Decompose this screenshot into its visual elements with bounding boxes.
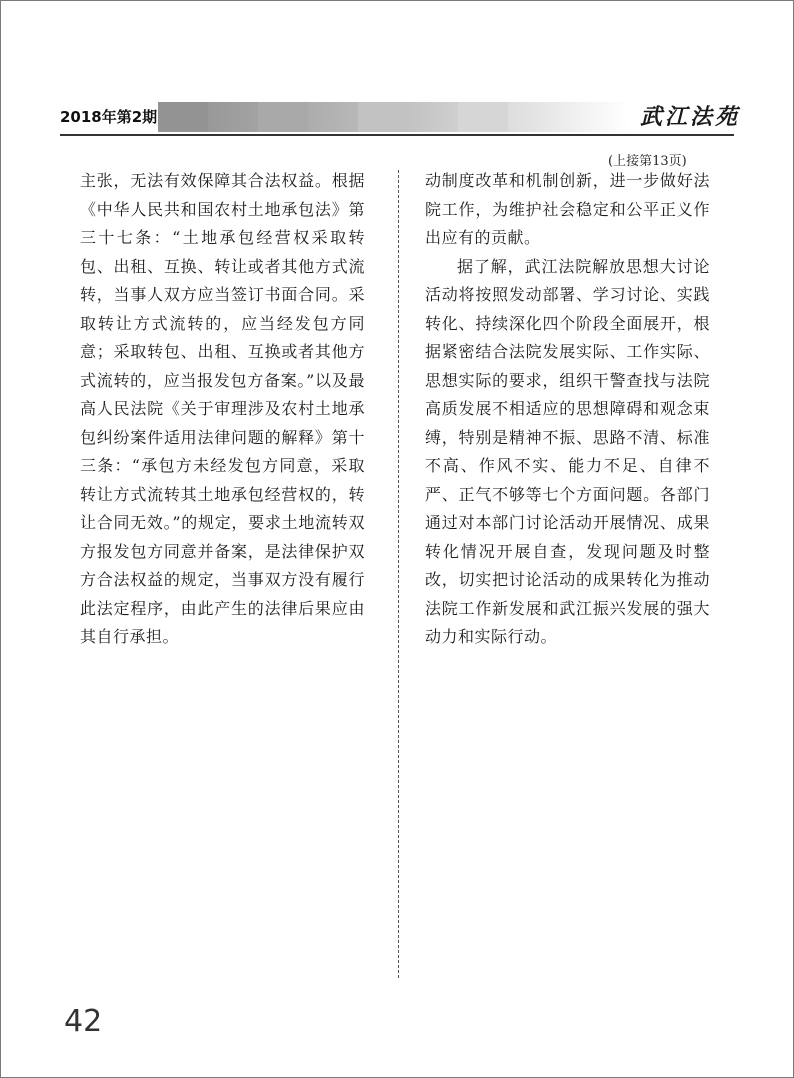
- band-segment: [258, 102, 308, 132]
- right-column: [425, 167, 710, 652]
- journal-title: 武江法苑: [640, 104, 741, 130]
- band-segment: [158, 102, 208, 132]
- paragraph: 据了解，武江法院解放思想大讨论活动将按照发动部署、学习讨论、实践转化、持续深化四个阶段全面展开，根据紧密结合法院发展实际、工作实际、思想实际的要求，组织干警查找与法院高质发展不相适应的思想障碍和观念束缚，特别是精神不振、思路不清、标准不高、作风不实、能力不足、自律不严、正气不够等七个方面问题。各部门通过对本部门讨论活动开展情况、成果转化情况开展自查，发现问题及时整改，切实把讨论活动的成果转化为推动法院工作新发展和武江振兴发展的强大动力和实际行动。: [425, 256, 710, 646]
- column-divider: [398, 170, 399, 978]
- header-gradient-band: [158, 102, 628, 132]
- paragraph: 主张，无法有效保障其合法权益。根据《中华人民共和国农村土地承包法》第三十七条：“土地承包经营权采取转包、出租、互换、转让或者其他方式流转，当事人双方应当签订书面合同。采取转让方式流转的，应当经发包方同意；采取转包、出租、互换或者其他方式流转的，应当报发包方备案。”以及最高人民法院《关于审理涉及农村土地承包纠纷案件适用法律问题的解释》第十三条：“承包方未经发包方同意，采取转让方式流转其土地承包经营权的，转让合同无效。”的规定，要求土地流转双方报发包方同意并备案，是法律保护双方合法权益的规定，当事双方没有履行此法定程序，由此产生的法律后果应由其自行承担。: [80, 171, 365, 646]
- band-segment: [358, 102, 408, 132]
- header-rule: [60, 134, 734, 136]
- paragraph: 动制度改革和机制创新，进一步做好法院工作，为维护社会稳定和公平正义作出应有的贡献。: [425, 171, 710, 247]
- continued-from-note: (上接第13页): [608, 154, 687, 169]
- page-number: 42: [64, 1004, 103, 1039]
- band-segment: [458, 102, 508, 132]
- issue-label: 2018年第2期: [60, 108, 158, 126]
- left-column: [80, 167, 365, 652]
